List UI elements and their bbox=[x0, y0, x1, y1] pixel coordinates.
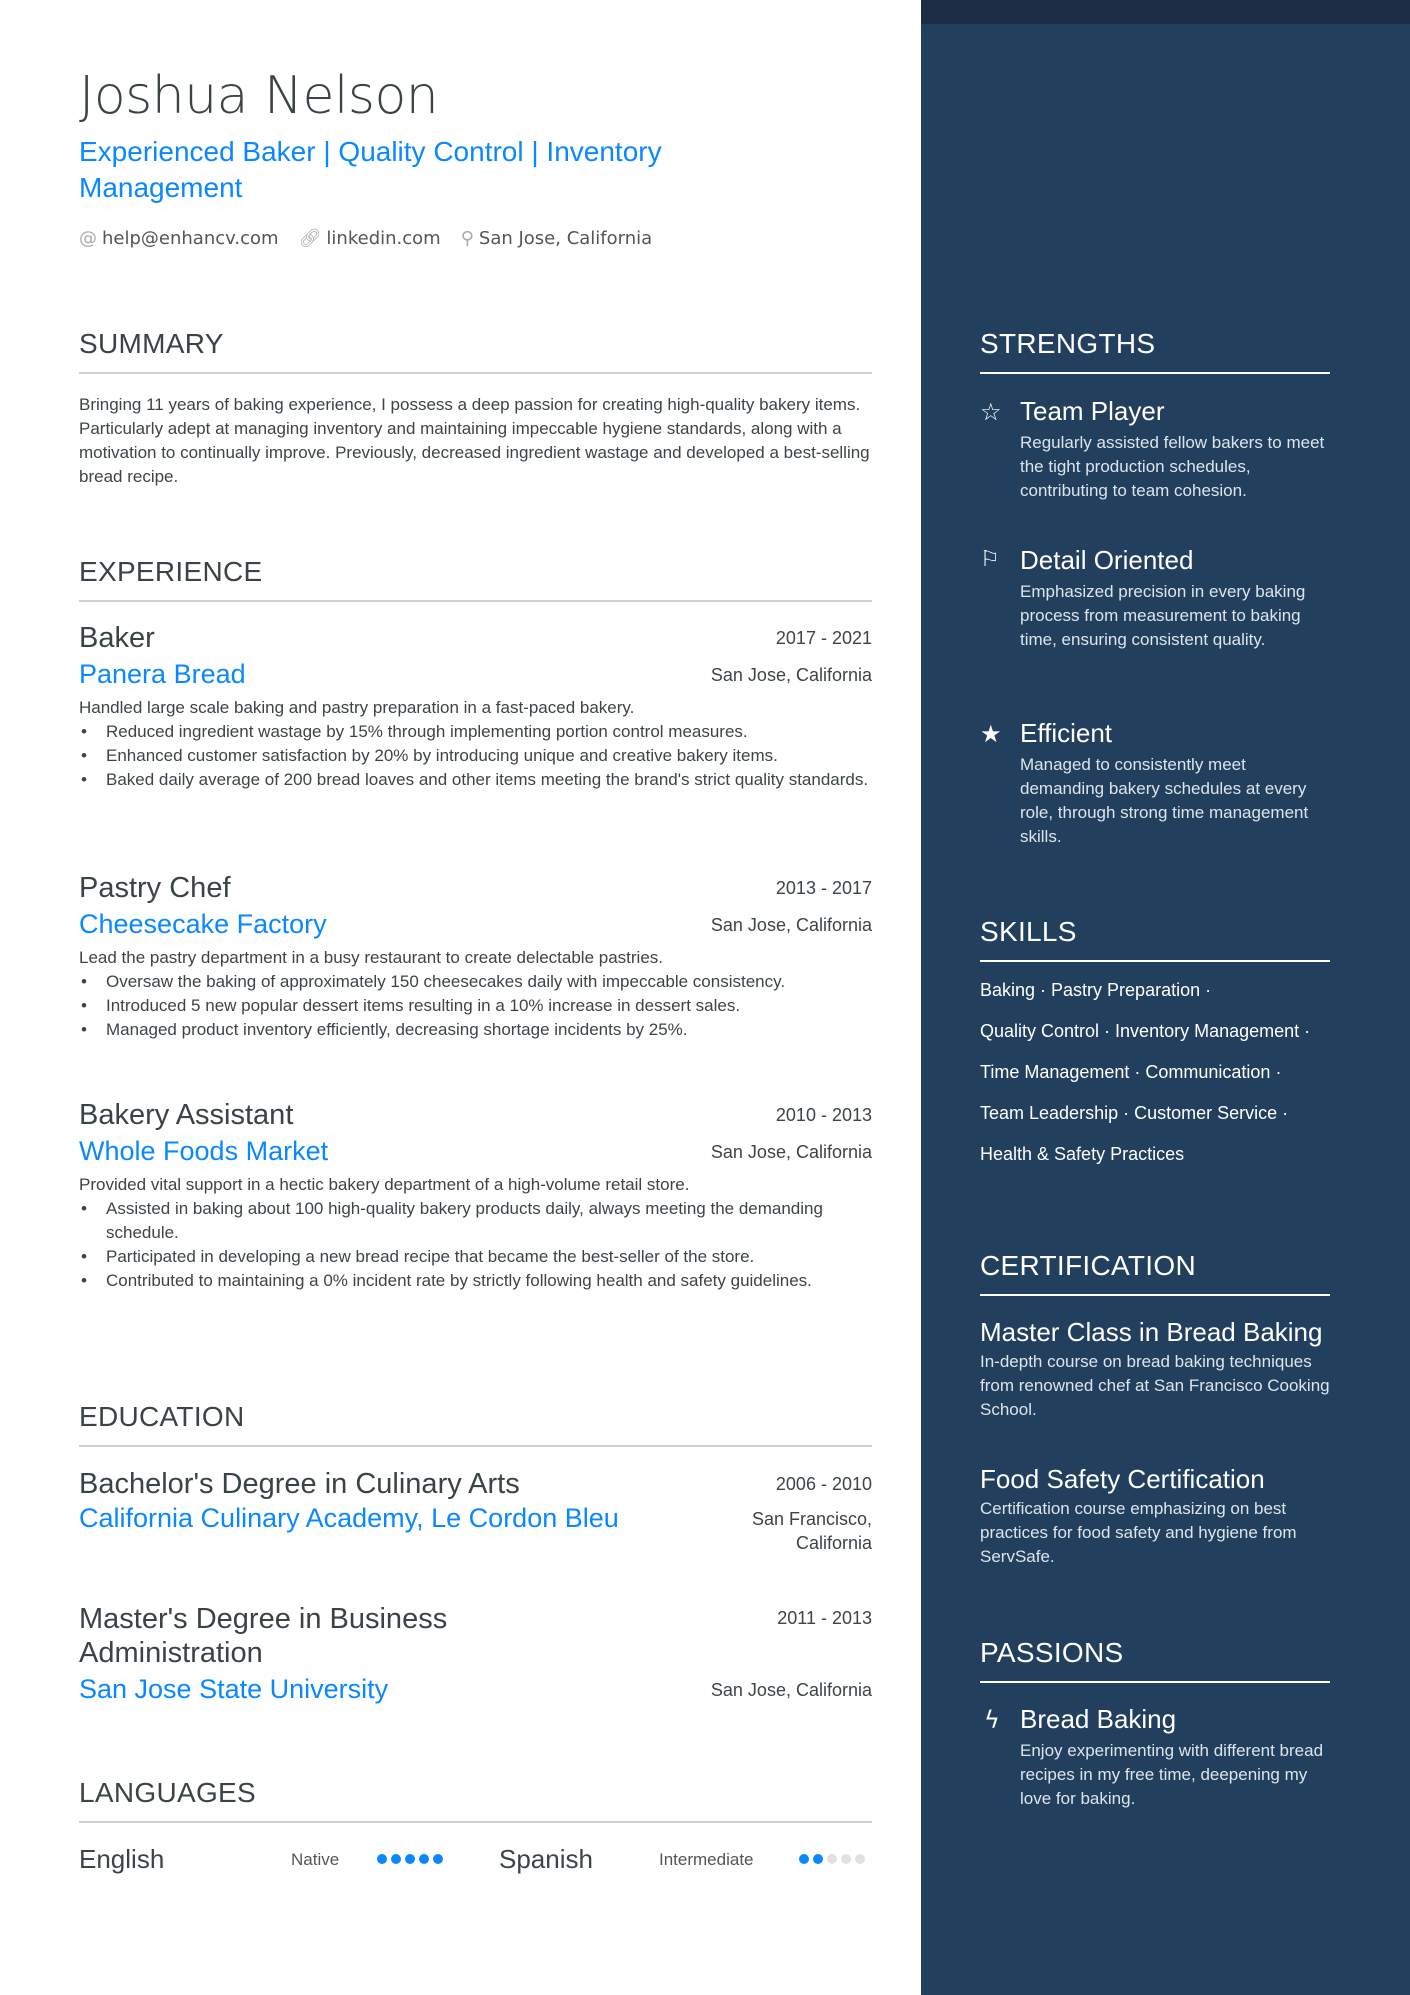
strength-title: Team Player bbox=[1020, 396, 1165, 426]
languages-row bbox=[79, 1844, 872, 1875]
bullet: • Baked daily average of 200 bread loaves and other items meeting the brand's strict quality standards. bbox=[79, 768, 872, 792]
edu-location: San Jose, California bbox=[710, 1680, 872, 1700]
location-pin-icon: ⚲ bbox=[460, 228, 474, 249]
summary-section bbox=[79, 328, 872, 489]
company-name: Cheesecake Factory bbox=[79, 909, 327, 939]
bullet: • Managed product inventory efficiently, decreasing shortage incidents by 25%. bbox=[79, 1018, 872, 1042]
strength-desc: Managed to consistently meet demanding bakery schedules at every role, through strong time management skills. bbox=[1020, 755, 1309, 846]
divider bbox=[980, 372, 1330, 374]
contact-row bbox=[79, 228, 652, 249]
strength-title: Efficient bbox=[1020, 718, 1113, 748]
at-icon: @ bbox=[79, 228, 97, 249]
job-description: Handled large scale baking and pastry preparation in a fast-paced bakery. bbox=[79, 698, 635, 717]
cert-title: Master Class in Bread Baking bbox=[980, 1317, 1323, 1347]
skill-row: Quality Control · Inventory Management · bbox=[980, 1021, 1311, 1041]
section-title: EXPERIENCE bbox=[79, 556, 263, 587]
language-level: Native bbox=[291, 1849, 340, 1869]
contact-link[interactable]: 🔗︎ linkedin.com bbox=[298, 228, 441, 249]
cert-desc: Certification course emphasizing on best practices for food safety and hygiene from ServSafe. bbox=[980, 1499, 1297, 1566]
job-title: Pastry Chef bbox=[79, 872, 231, 904]
bullet: • Reduced ingredient wastage by 15% through implementing portion control measures. bbox=[79, 720, 872, 744]
job-description: Lead the pastry department in a busy restaurant to create delectable pastries. bbox=[79, 948, 664, 967]
strength-desc: Regularly assisted fellow bakers to meet the tight production schedules, contributing to team cohesion. bbox=[1020, 433, 1325, 500]
certification-section bbox=[980, 1250, 1330, 1296]
job-description: Provided vital support in a hectic bakery department of a high-volume retail store. bbox=[79, 1175, 690, 1194]
job-entry bbox=[79, 872, 872, 1042]
job-location: San Jose, California bbox=[710, 915, 872, 935]
experience-section bbox=[79, 556, 872, 602]
skill-row: Team Leadership · Customer Service · bbox=[980, 1103, 1289, 1123]
passions-section bbox=[980, 1637, 1330, 1683]
edu-dates: 2006 - 2010 bbox=[775, 1474, 872, 1494]
languages-section bbox=[79, 1777, 872, 1823]
education-entry bbox=[79, 1602, 872, 1705]
edu-location: San Francisco, California bbox=[751, 1509, 872, 1553]
proficiency-dots bbox=[377, 1851, 499, 1869]
edu-dates: 2011 - 2013 bbox=[777, 1608, 872, 1628]
divider bbox=[79, 600, 872, 602]
headline: Experienced Baker | Quality Control | Inventory Management bbox=[79, 136, 662, 203]
strength-title: Detail Oriented bbox=[1020, 545, 1194, 575]
flag-icon: ⚐ bbox=[980, 547, 1000, 572]
job-dates: 2010 - 2013 bbox=[775, 1105, 872, 1125]
job-dates: 2017 - 2021 bbox=[775, 628, 872, 648]
bullet: • Contributed to maintaining a 0% incident rate by strictly following health and safety guidelines. bbox=[79, 1269, 832, 1293]
divider bbox=[980, 1294, 1330, 1296]
skill-row: Health & Safety Practices bbox=[980, 1144, 1185, 1164]
degree: Bachelor's Degree in Culinary Arts bbox=[79, 1468, 520, 1500]
bolt-icon: ϟ bbox=[984, 1706, 1000, 1734]
sidebar-top-strip bbox=[921, 0, 1410, 24]
company-name: Whole Foods Market bbox=[79, 1136, 329, 1166]
link-icon: 🔗︎ bbox=[298, 228, 322, 249]
star-half-icon: ★ bbox=[980, 720, 1002, 748]
divider bbox=[79, 1445, 872, 1447]
certification-item bbox=[980, 1317, 1330, 1422]
divider bbox=[980, 960, 1330, 962]
cert-title: Food Safety Certification bbox=[980, 1464, 1265, 1494]
company-name: Panera Bread bbox=[79, 659, 246, 689]
bullet: • Participated in developing a new bread recipe that became the best-seller of the store. bbox=[79, 1245, 832, 1269]
skill-row: Time Management · Communication · bbox=[980, 1062, 1282, 1082]
section-title: STRENGTHS bbox=[980, 328, 1156, 359]
degree: Master's Degree in Business Administration bbox=[79, 1603, 448, 1669]
job-entry bbox=[79, 1099, 872, 1293]
section-title: SKILLS bbox=[980, 916, 1077, 947]
job-dates: 2013 - 2017 bbox=[775, 878, 872, 898]
divider bbox=[79, 1821, 872, 1823]
bullet: • Introduced 5 new popular dessert items resulting in a 10% increase in dessert sales. bbox=[79, 994, 872, 1018]
job-entry bbox=[79, 622, 872, 792]
language-level: Intermediate bbox=[659, 1849, 754, 1869]
divider bbox=[79, 372, 872, 374]
summary-text: Bringing 11 years of baking experience, I possess a deep passion for creating high-quality bakery items. Particularly adept at managing inventory and maintaining impeccable hygiene standards, along with a motivation to continually improve. Previously, decreased ingredient wastage and developed a best-selling bread recipe. bbox=[79, 395, 870, 486]
proficiency-dots bbox=[799, 1851, 869, 1869]
strength-item bbox=[980, 396, 1330, 503]
job-location: San Jose, California bbox=[710, 665, 872, 685]
strength-desc: Emphasized precision in every baking process from measurement to baking time, ensuring consistent quality. bbox=[1020, 582, 1306, 649]
section-title: PASSIONS bbox=[980, 1637, 1124, 1668]
bullet: • Enhanced customer satisfaction by 20% by introducing unique and creative bakery items. bbox=[79, 744, 872, 768]
cert-desc: In-depth course on bread baking techniques from renowned chef at San Francisco Cooking School. bbox=[980, 1352, 1330, 1419]
passion-item bbox=[980, 1704, 1330, 1811]
star-outline-icon: ☆ bbox=[980, 398, 1002, 426]
certification-item bbox=[980, 1464, 1330, 1569]
school-name: California Culinary Academy, Le Cordon Bleu bbox=[79, 1503, 619, 1533]
education-entry bbox=[79, 1468, 872, 1555]
education-section bbox=[79, 1401, 872, 1447]
candidate-name: Joshua Nelson bbox=[79, 66, 439, 126]
section-title: LANGUAGES bbox=[79, 1777, 256, 1808]
bullet: • Oversaw the baking of approximately 150 cheesecakes daily with impeccable consistency. bbox=[79, 970, 872, 994]
divider bbox=[980, 1681, 1330, 1683]
section-title: CERTIFICATION bbox=[980, 1250, 1196, 1281]
school-name: San Jose State University bbox=[79, 1674, 389, 1704]
strengths-section bbox=[980, 328, 1330, 374]
section-title: SUMMARY bbox=[79, 328, 224, 359]
job-title: Bakery Assistant bbox=[79, 1099, 294, 1131]
contact-location: ⚲ San Jose, California bbox=[460, 228, 653, 249]
passion-desc: Enjoy experimenting with different bread recipes in my free time, deepening my love for baking. bbox=[1020, 1741, 1324, 1808]
language-name: Spanish bbox=[499, 1844, 593, 1874]
language-name: English bbox=[79, 1844, 165, 1874]
strength-item bbox=[980, 718, 1330, 849]
skills-section bbox=[980, 916, 1330, 1185]
job-title: Baker bbox=[79, 622, 155, 654]
section-title: EDUCATION bbox=[79, 1401, 245, 1432]
strength-item bbox=[980, 545, 1330, 652]
bullet: • Assisted in baking about 100 high-quality bakery products daily, always meeting the demanding schedule. bbox=[79, 1197, 832, 1245]
job-location: San Jose, California bbox=[710, 1142, 872, 1162]
skill-row: Baking · Pastry Preparation · bbox=[980, 980, 1212, 1000]
contact-email[interactable]: @ help@enhancv.com bbox=[79, 228, 279, 249]
passion-title: Bread Baking bbox=[1020, 1704, 1177, 1734]
